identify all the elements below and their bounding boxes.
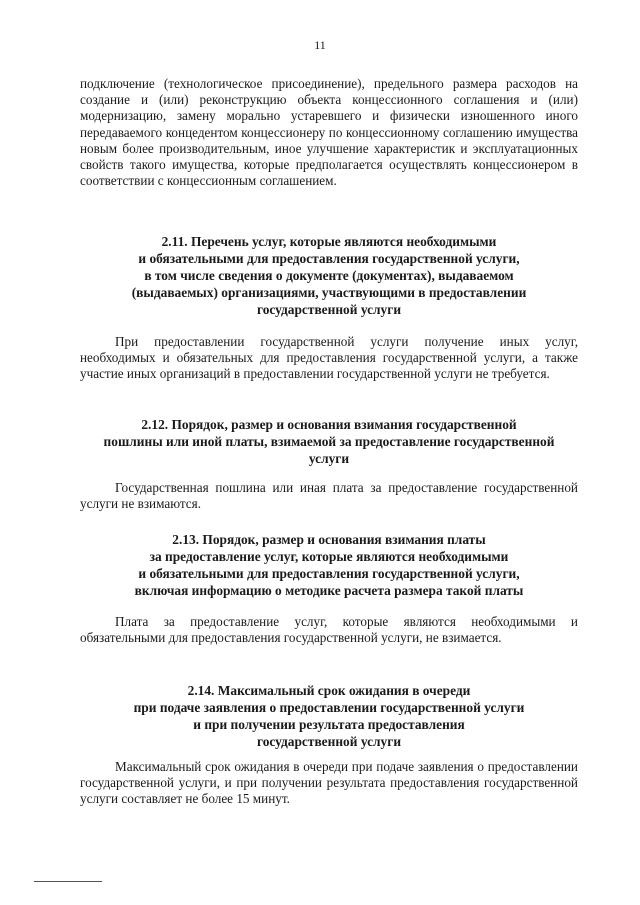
section-2-13-heading: 2.13. Порядок, размер и основания взимания платы за предоставление услуг, которые являются необходимыми и обязательными для предоставления государственной услуги, включая информацию о методике расчета размера такой платы [134,532,524,598]
intro-paragraph: подключение (технологическое присоединение), предельного размера расходов на создание и (или) реконструкцию объекта концессионного соглашения и (или) модернизацию, замену морально устаревшего и физически изношенного иного передаваемого концедентом концессионеру по концессионному соглашению имущества новым более производительным, иное улучшение характеристик и эксплуатационных свойств такого имущества, которые предполагается осуществлять концессионером в соответствии с концессионным соглашением. [80,76,578,189]
section-2-13-body: Плата за предоставление услуг, которые являются необходимыми и обязательными для предоставления государственной услуги, не взимается. [80,614,578,646]
section-2-12-body: Государственная пошлина или иная плата за предоставление государственной услуги не взимаются. [80,480,578,512]
footnote-divider [34,881,102,882]
section-2-12-heading: 2.12. Порядок, размер и основания взимания государственной пошлины или иной платы, взимаемой за предоставление государственной услуги [103,417,555,466]
section-2-11-heading: 2.11. Перечень услуг, которые являются необходимыми и обязательными для предоставления государственной услуги, в том числе сведения о документе (документах), выдаваемом (выдаваемых) организациями, участвующими в предоставлении государственной услуги [131,234,527,317]
section-2-11-body: При предоставлении государственной услуги получение иных услуг, необходимых и обязательных для предоставления государственной услуги, а также участие иных организаций в предоставлении государственной услуги не требуется. [80,334,578,382]
page-number: 11 [314,38,326,52]
section-2-14-body: Максимальный срок ожидания в очереди при подаче заявления о предоставлении государственной услуги, и при получении результата предоставления государственной услуги составляет не более 15 минут. [80,759,578,807]
section-2-14-heading: 2.14. Максимальный срок ожидания в очереди при подаче заявления о предоставлении государственной услуги и при получении результата предоставления государственной услуги [133,683,525,749]
